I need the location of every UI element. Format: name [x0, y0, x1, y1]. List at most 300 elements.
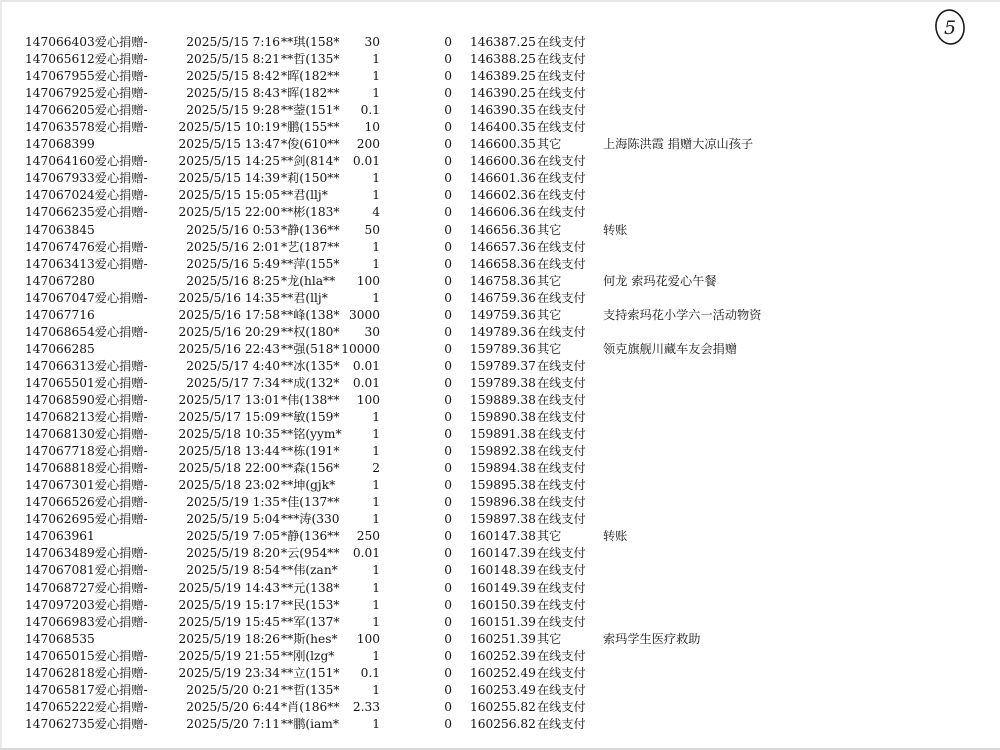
payment-method: 在线支付	[537, 205, 586, 220]
payment-method: 在线支付	[537, 35, 586, 49]
donation-amount: 1	[372, 682, 380, 697]
record-id: 147068213爱心捐赠-	[25, 410, 148, 425]
donation-amount: 30	[364, 35, 380, 49]
donation-amount: 30	[364, 324, 380, 339]
donation-amount: 1	[372, 86, 380, 101]
table-row	[0, 580, 1000, 597]
fee-amount: 0	[444, 307, 452, 322]
record-datetime: 2025/5/15 8:42	[186, 69, 280, 84]
fee-amount: 0	[444, 682, 452, 697]
donor-name: **彬(183*	[281, 205, 340, 220]
fee-amount: 0	[444, 546, 452, 561]
donor-name: **冰(135*	[281, 358, 340, 373]
table-row	[0, 597, 1000, 614]
fee-amount: 0	[444, 461, 452, 476]
donor-name: **鹏(iam*	[281, 716, 339, 731]
fee-amount: 0	[444, 410, 452, 425]
fee-amount: 0	[444, 597, 452, 612]
running-balance: 146657.36	[470, 239, 536, 254]
running-balance: 146389.25	[470, 69, 536, 84]
donor-name: **元(138*	[281, 580, 340, 595]
donor-name: **军(137*	[281, 614, 340, 629]
running-balance: 146656.36	[470, 222, 536, 237]
payment-method: 在线支付	[537, 120, 586, 135]
record-datetime: 2025/5/19 21:55	[178, 648, 280, 663]
running-balance: 146658.36	[470, 256, 536, 271]
record-datetime: 2025/5/19 15:17	[178, 597, 280, 612]
donor-name: **民(153*	[281, 597, 340, 612]
record-id: 147097203爱心捐赠-	[25, 597, 148, 612]
record-datetime: 2025/5/16 2:01	[186, 239, 280, 254]
fee-amount: 0	[444, 478, 452, 493]
payment-method: 其它	[537, 273, 562, 288]
running-balance: 160150.39	[470, 597, 536, 612]
running-balance: 159894.38	[470, 461, 536, 476]
record-datetime: 2025/5/19 15:45	[178, 614, 280, 629]
record-datetime: 2025/5/16 8:25	[186, 273, 280, 288]
payment-method: 在线支付	[537, 324, 586, 339]
table-row	[0, 51, 1000, 68]
running-balance: 159890.38	[470, 410, 536, 425]
table-row	[0, 153, 1000, 170]
record-id: 147067047爱心捐赠-	[25, 290, 148, 305]
fee-amount: 0	[444, 103, 452, 118]
payment-method: 在线支付	[537, 86, 586, 101]
record-datetime: 2025/5/17 15:09	[178, 410, 280, 425]
record-id: 147063845	[25, 222, 95, 237]
donation-amount: 0.01	[352, 546, 380, 561]
record-id: 147066313爱心捐赠-	[25, 358, 148, 373]
running-balance: 159895.38	[470, 478, 536, 493]
running-balance: 146600.36	[470, 154, 536, 169]
remark: 转账	[603, 222, 628, 237]
payment-method: 在线支付	[537, 597, 586, 612]
donor-name: *静(136**	[281, 222, 340, 237]
payment-method: 在线支付	[537, 239, 586, 254]
running-balance: 160147.39	[470, 546, 536, 561]
record-datetime: 2025/5/15 14:25	[178, 154, 280, 169]
payment-method: 在线支付	[537, 358, 586, 373]
donor-name: **哲(135*	[281, 682, 340, 697]
record-datetime: 2025/5/15 15:05	[178, 188, 280, 203]
record-id: 147065501爱心捐赠-	[25, 375, 148, 390]
donor-name: *龙(hla**	[281, 273, 336, 288]
donor-name: **蓥(151*	[281, 103, 340, 118]
payment-method: 在线支付	[537, 103, 586, 118]
record-id: 147066983爱心捐赠-	[25, 614, 148, 629]
donor-name: *莉(150**	[281, 171, 340, 186]
donation-amount: 1	[372, 648, 380, 663]
record-datetime: 2025/5/18 23:02	[178, 478, 280, 493]
donor-name: **哲(135*	[281, 52, 340, 67]
fee-amount: 0	[444, 665, 452, 680]
fee-amount: 0	[444, 35, 452, 49]
running-balance: 146390.35	[470, 103, 536, 118]
table-row	[0, 443, 1000, 460]
donation-amount: 250	[356, 529, 380, 544]
payment-method: 在线支付	[537, 614, 586, 629]
fee-amount: 0	[444, 375, 452, 390]
record-datetime: 2025/5/18 22:00	[178, 461, 280, 476]
table-row	[0, 648, 1000, 665]
record-datetime: 2025/5/16 17:58	[178, 307, 280, 322]
table-row	[0, 528, 1000, 545]
record-id: 147067716	[25, 307, 95, 322]
table-row	[0, 307, 1000, 324]
fee-amount: 0	[444, 614, 452, 629]
record-datetime: 2025/5/17 13:01	[178, 392, 280, 407]
donor-name: *晖(182**	[281, 86, 340, 101]
record-id: 147064160爱心捐赠-	[25, 154, 148, 169]
payment-method: 在线支付	[537, 392, 586, 407]
donor-name: **峰(138*	[281, 307, 340, 322]
running-balance: 160253.49	[470, 682, 536, 697]
record-id: 147067718爱心捐赠-	[25, 444, 148, 459]
fee-amount: 0	[444, 444, 452, 459]
record-datetime: 2025/5/20 7:11	[186, 716, 280, 731]
fee-amount: 0	[444, 69, 452, 84]
record-id: 147066235爱心捐赠-	[25, 205, 148, 220]
running-balance: 160148.39	[470, 563, 536, 578]
donor-name: **君(llj*	[281, 290, 328, 305]
payment-method: 在线支付	[537, 52, 586, 67]
table-row	[0, 426, 1000, 443]
donor-name: **成(132*	[281, 375, 340, 390]
payment-method: 在线支付	[537, 495, 586, 510]
record-id: 147068399	[25, 137, 95, 152]
running-balance: 146601.36	[470, 171, 536, 186]
table-row	[0, 102, 1000, 119]
payment-method: 在线支付	[537, 563, 586, 578]
fee-amount: 0	[444, 154, 452, 169]
record-datetime: 2025/5/16 5:49	[186, 256, 280, 271]
running-balance: 159892.38	[470, 444, 536, 459]
payment-method: 在线支付	[537, 427, 586, 442]
running-balance: 160147.38	[470, 529, 536, 544]
fee-amount: 0	[444, 256, 452, 271]
table-row	[0, 136, 1000, 153]
record-id: 147063413爱心捐赠-	[25, 256, 148, 271]
fee-amount: 0	[444, 222, 452, 237]
table-row	[0, 631, 1000, 648]
running-balance: 149789.36	[470, 324, 536, 339]
record-datetime: 2025/5/19 1:35	[186, 495, 280, 510]
record-id: 147065222爱心捐赠-	[25, 699, 148, 714]
running-balance: 160149.39	[470, 580, 536, 595]
record-datetime: 2025/5/15 13:47	[178, 137, 280, 152]
record-datetime: 2025/5/15 8:43	[186, 86, 280, 101]
record-id: 147067301爱心捐赠-	[25, 478, 148, 493]
record-id: 147068727爱心捐赠-	[25, 580, 148, 595]
donor-name: **强(518*	[281, 341, 340, 356]
donation-amount: 1	[372, 239, 380, 254]
record-datetime: 2025/5/20 0:21	[186, 682, 280, 697]
record-id: 147066403爱心捐赠-	[25, 35, 148, 49]
donation-amount: 100	[356, 273, 380, 288]
record-datetime: 2025/5/19 5:04	[186, 512, 280, 527]
record-datetime: 2025/5/16 0:53	[186, 222, 280, 237]
payment-method: 在线支付	[537, 69, 586, 84]
fee-amount: 0	[444, 52, 452, 67]
running-balance: 159789.37	[470, 358, 536, 373]
record-datetime: 2025/5/19 8:54	[186, 563, 280, 578]
payment-method: 在线支付	[537, 444, 586, 459]
donor-name: *俊(610**	[281, 137, 340, 152]
table-row	[0, 85, 1000, 102]
donation-amount: 3000	[348, 307, 380, 322]
donation-ledger	[0, 34, 1000, 733]
table-row	[0, 324, 1000, 341]
record-id: 147063578爱心捐赠-	[25, 120, 148, 135]
payment-method: 在线支付	[537, 478, 586, 493]
record-datetime: 2025/5/15 7:16	[186, 35, 280, 49]
donor-name: *鹏(155**	[281, 120, 340, 135]
fee-amount: 0	[444, 580, 452, 595]
fee-amount: 0	[444, 512, 452, 527]
table-row	[0, 358, 1000, 375]
donation-amount: 1	[372, 597, 380, 612]
table-row	[0, 170, 1000, 187]
running-balance: 146400.35	[470, 120, 536, 135]
table-row	[0, 34, 1000, 51]
payment-method: 在线支付	[537, 256, 586, 271]
donation-amount: 200	[356, 137, 380, 152]
payment-method: 其它	[537, 631, 562, 646]
payment-method: 在线支付	[537, 580, 586, 595]
table-row	[0, 273, 1000, 290]
fee-amount: 0	[444, 427, 452, 442]
running-balance: 159891.38	[470, 427, 536, 442]
fee-amount: 0	[444, 631, 452, 646]
running-balance: 146387.25	[470, 35, 536, 49]
record-datetime: 2025/5/17 7:34	[186, 375, 280, 390]
donation-amount: 1	[372, 614, 380, 629]
table-row	[0, 511, 1000, 528]
fee-amount: 0	[444, 648, 452, 663]
record-datetime: 2025/5/15 22:00	[178, 205, 280, 220]
donation-amount: 10000	[341, 341, 380, 356]
record-datetime: 2025/5/19 8:20	[186, 546, 280, 561]
donation-amount: 1	[372, 410, 380, 425]
remark: 上海陈洪霞 捐赠大凉山孩子	[603, 137, 754, 152]
donor-name: **栋(191*	[281, 444, 340, 459]
payment-method: 在线支付	[537, 461, 586, 476]
donor-name: *佳(137**	[281, 495, 340, 510]
table-row	[0, 682, 1000, 699]
donation-amount: 10	[364, 120, 380, 135]
fee-amount: 0	[444, 171, 452, 186]
record-id: 147067081爱心捐赠-	[25, 563, 148, 578]
fee-amount: 0	[444, 563, 452, 578]
payment-method: 在线支付	[537, 410, 586, 425]
record-datetime: 2025/5/16 20:29	[178, 324, 280, 339]
record-id: 147068590爱心捐赠-	[25, 392, 148, 407]
record-id: 147062695爱心捐赠-	[25, 512, 148, 527]
table-row	[0, 665, 1000, 682]
donor-name: **剑(814*	[281, 154, 340, 169]
donation-amount: 1	[372, 478, 380, 493]
donation-amount: 1	[372, 188, 380, 203]
record-id: 147067476爱心捐赠-	[25, 239, 148, 254]
running-balance: 160252.49	[470, 665, 536, 680]
record-id: 147066526爱心捐赠-	[25, 495, 148, 510]
donor-name: **权(180*	[281, 324, 340, 339]
donor-name: **铭(yym*	[281, 427, 342, 442]
record-id: 147067280	[25, 273, 95, 288]
table-row	[0, 119, 1000, 136]
record-datetime: 2025/5/18 13:44	[178, 444, 280, 459]
donation-amount: 0.1	[360, 103, 380, 118]
record-id: 147067955爱心捐赠-	[25, 69, 148, 84]
donation-amount: 100	[356, 392, 380, 407]
donation-amount: 1	[372, 427, 380, 442]
fee-amount: 0	[444, 188, 452, 203]
donation-amount: 1	[372, 716, 380, 731]
fee-amount: 0	[444, 86, 452, 101]
record-datetime: 2025/5/19 7:05	[186, 529, 280, 544]
payment-method: 在线支付	[537, 665, 586, 680]
payment-method: 在线支付	[537, 188, 586, 203]
table-row	[0, 256, 1000, 273]
donation-amount: 1	[372, 290, 380, 305]
record-datetime: 2025/5/16 22:43	[178, 341, 280, 356]
donation-amount: 0.01	[352, 154, 380, 169]
fee-amount: 0	[444, 205, 452, 220]
running-balance: 146388.25	[470, 52, 536, 67]
running-balance: 160256.82	[470, 716, 536, 731]
donor-name: ***涛(330	[281, 512, 340, 527]
fee-amount: 0	[444, 273, 452, 288]
donation-amount: 1	[372, 52, 380, 67]
payment-method: 其它	[537, 137, 562, 152]
record-id: 147068535	[25, 631, 95, 646]
remark: 转账	[603, 529, 628, 544]
remark: 领克旗舰川藏车友会捐赠	[603, 341, 738, 356]
donation-amount: 1	[372, 444, 380, 459]
payment-method: 其它	[537, 529, 562, 544]
running-balance: 159896.38	[470, 495, 536, 510]
table-row	[0, 699, 1000, 716]
table-row	[0, 716, 1000, 733]
running-balance: 159897.38	[470, 512, 536, 527]
donation-amount: 1	[372, 495, 380, 510]
record-datetime: 2025/5/20 6:44	[186, 699, 280, 714]
donation-amount: 2.33	[352, 699, 380, 714]
table-row	[0, 545, 1000, 562]
donation-amount: 0.01	[352, 375, 380, 390]
record-id: 147067933爱心捐赠-	[25, 171, 148, 186]
running-balance: 149759.36	[470, 307, 536, 322]
fee-amount: 0	[444, 290, 452, 305]
payment-method: 其它	[537, 341, 562, 356]
payment-method: 在线支付	[537, 290, 586, 305]
fee-amount: 0	[444, 529, 452, 544]
record-id: 147065612爱心捐赠-	[25, 52, 148, 67]
fee-amount: 0	[444, 341, 452, 356]
running-balance: 146602.36	[470, 188, 536, 203]
fee-amount: 0	[444, 392, 452, 407]
donation-amount: 100	[356, 631, 380, 646]
running-balance: 160251.39	[470, 631, 536, 646]
donor-name: **刚(lzg*	[281, 648, 335, 663]
donation-amount: 0.01	[352, 358, 380, 373]
payment-method: 在线支付	[537, 699, 586, 714]
donor-name: *艺(187**	[281, 239, 340, 254]
record-datetime: 2025/5/15 9:28	[186, 103, 280, 118]
table-row	[0, 222, 1000, 239]
donor-name: **伟(zan*	[281, 563, 338, 578]
table-row	[0, 290, 1000, 307]
payment-method: 在线支付	[537, 682, 586, 697]
running-balance: 159889.38	[470, 392, 536, 407]
running-balance: 160252.39	[470, 648, 536, 663]
record-id: 147062735爱心捐赠-	[25, 716, 148, 731]
running-balance: 159789.36	[470, 341, 536, 356]
donation-amount: 1	[372, 69, 380, 84]
donor-name: *静(136**	[281, 529, 340, 544]
record-datetime: 2025/5/19 18:26	[178, 631, 280, 646]
record-datetime: 2025/5/16 14:35	[178, 290, 280, 305]
table-row	[0, 341, 1000, 358]
remark: 支持索玛花小学六一活动物资	[603, 307, 762, 322]
record-id: 147068130爱心捐赠-	[25, 427, 148, 442]
donor-name: *云(954**	[281, 546, 340, 561]
record-datetime: 2025/5/18 10:35	[178, 427, 280, 442]
running-balance: 146759.36	[470, 290, 536, 305]
payment-method: 在线支付	[537, 154, 586, 169]
payment-method: 在线支付	[537, 512, 586, 527]
fee-amount: 0	[444, 358, 452, 373]
donation-amount: 0.1	[360, 665, 380, 680]
donor-name: **森(156*	[281, 461, 340, 476]
fee-amount: 0	[444, 716, 452, 731]
remark: 索玛学生医疗救助	[603, 631, 701, 646]
donor-name: **立(151*	[281, 665, 340, 680]
record-datetime: 2025/5/15 8:21	[186, 52, 280, 67]
fee-amount: 0	[444, 137, 452, 152]
donation-amount: 1	[372, 580, 380, 595]
fee-amount: 0	[444, 324, 452, 339]
table-row	[0, 239, 1000, 256]
record-id: 147066285	[25, 341, 95, 356]
fee-amount: 0	[444, 699, 452, 714]
payment-method: 在线支付	[537, 716, 586, 731]
donation-amount: 50	[364, 222, 380, 237]
table-row	[0, 409, 1000, 426]
record-id: 147063489爱心捐赠-	[25, 546, 148, 561]
table-row	[0, 187, 1000, 204]
running-balance: 146600.35	[470, 137, 536, 152]
table-row	[0, 68, 1000, 85]
donor-name: **萍(155*	[281, 256, 340, 271]
record-datetime: 2025/5/19 14:43	[178, 580, 280, 595]
running-balance: 160151.39	[470, 614, 536, 629]
remark: 何龙 索玛花爱心午餐	[603, 273, 717, 288]
donation-amount: 2	[372, 461, 380, 476]
donor-name: **斯(hes*	[281, 631, 338, 646]
fee-amount: 0	[444, 120, 452, 135]
donor-name: **琪(158*	[281, 35, 340, 49]
running-balance: 159789.38	[470, 375, 536, 390]
record-datetime: 2025/5/15 10:19	[178, 120, 280, 135]
donation-amount: 1	[372, 256, 380, 271]
fee-amount: 0	[444, 239, 452, 254]
donor-name: **敏(159*	[281, 410, 340, 425]
payment-method: 其它	[537, 307, 562, 322]
donor-name: **君(llj*	[281, 188, 328, 203]
page-number-text: 5	[943, 17, 957, 39]
running-balance: 160255.82	[470, 699, 536, 714]
